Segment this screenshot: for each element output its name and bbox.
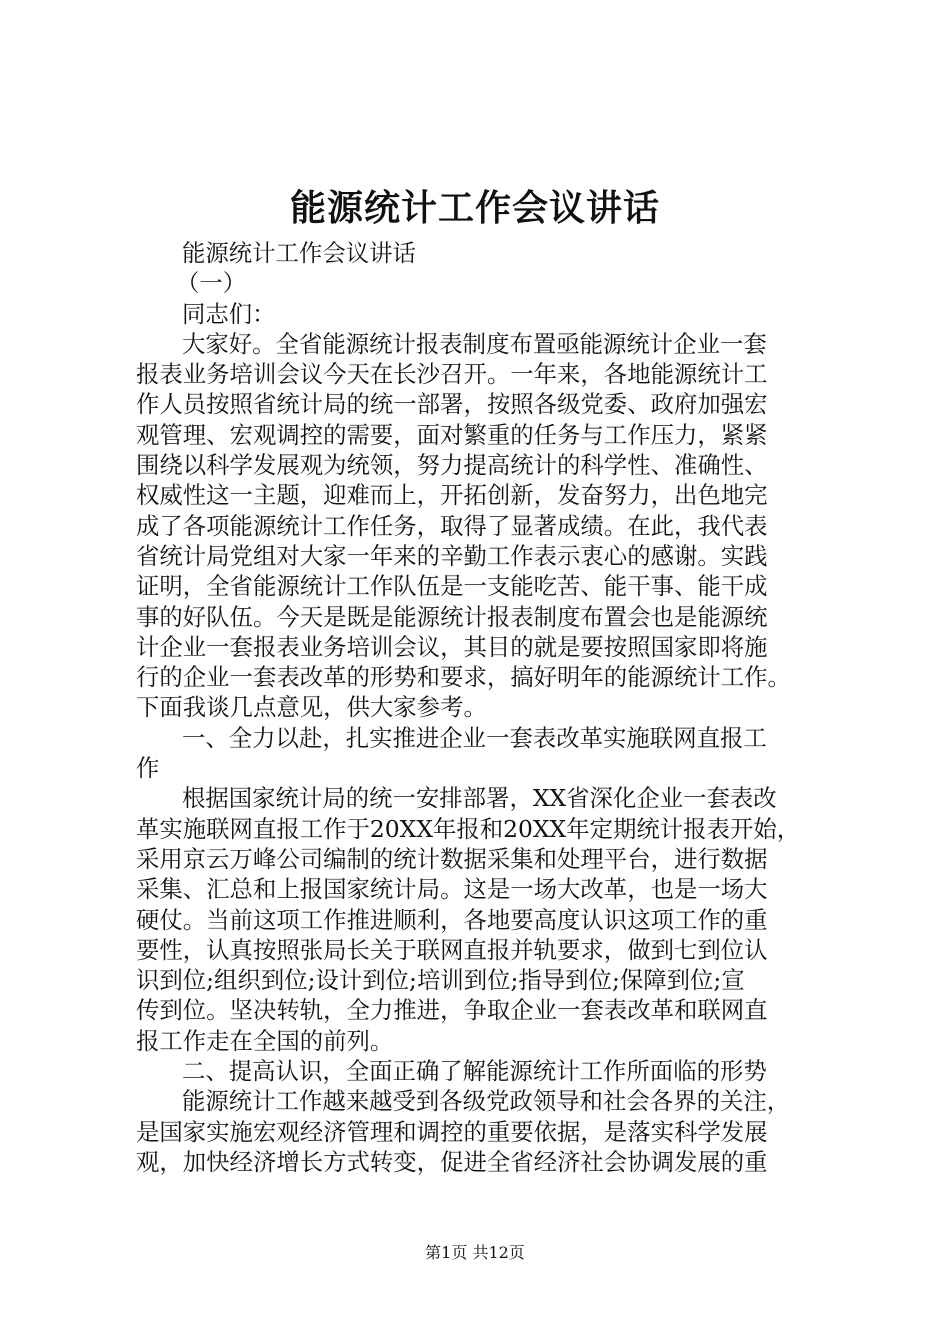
text-line: 计企业一套报表业务培训会议，其目的就是要按照国家即将施 xyxy=(136,632,768,661)
text-line: 报工作走在全国的前列。 xyxy=(136,1026,394,1055)
text-line: 行的企业一套表改革的形势和要求，搞好明年的能源统计工作。 xyxy=(136,663,791,692)
text-line: 硬仗。当前这项工作推进顺利，各地要高度认识这项工作的重 xyxy=(136,905,768,934)
text-line: 围绕以科学发展观为统领，努力提高统计的科学性、准确性、 xyxy=(136,451,768,480)
page-number: 第1页 共12页 xyxy=(425,1243,525,1262)
text-line: 事的好队伍。今天是既是能源统计报表制度布置会也是能源统 xyxy=(136,602,768,631)
text-line: 报表业务培训会议今天在长沙召开。一年来，各地能源统计工 xyxy=(136,360,768,389)
text-line: 省统计局党组对大家一年来的辛勤工作表示衷心的感谢。实践 xyxy=(136,541,768,570)
text-line: 成了各项能源统计工作任务，取得了显著成绩。在此，我代表 xyxy=(136,511,768,540)
text-line: 权威性这一主题，迎难而上，开拓创新，发奋努力，出色地完 xyxy=(136,481,768,510)
document-body xyxy=(136,238,848,1177)
text-line: 作 xyxy=(136,754,160,783)
text-line: 大家好。全省能源统计报表制度布置亟能源统计企业一套 xyxy=(182,329,767,358)
text-line: 能源统计工作越来越受到各级党政领导和社会各界的关注， xyxy=(182,1087,791,1116)
text-line: 传到位。坚决转轨，全力推进，争取企业一套表改革和联网直 xyxy=(136,996,768,1025)
text-line: 要性，认真按照张局长关于联网直报并轨要求，做到七到位认 xyxy=(136,935,768,964)
text-line: 作人员按照省统计局的统一部署，按照各级党委、政府加强宏 xyxy=(136,390,768,419)
text-line: 观，加快经济增长方式转变，促进全省经济社会协调发展的重 xyxy=(136,1147,768,1176)
text-line: 识到位;组织到位;设计到位;培训到位;指导到位;保障到位;宣 xyxy=(136,966,745,995)
text-line: 观管理、宏观调控的需要，面对繁重的任务与工作压力，紧紧 xyxy=(136,420,768,449)
text-line: 革实施联网直报工作于20XX年报和20XX年定期统计报表开始， xyxy=(136,814,801,843)
text-line: 能源统计工作会议讲话 xyxy=(182,239,416,267)
text-line: 是国家实施宏观经济管理和调控的重要依据，是落实科学发展 xyxy=(136,1117,768,1146)
text-line: 采集、汇总和上报国家统计局。这是一场大改革，也是一场大 xyxy=(136,875,768,904)
text-line: 下面我谈几点意见，供大家参考。 xyxy=(136,693,487,722)
text-line: 根据国家统计局的统一安排部署，XX省深化企业一套表改 xyxy=(182,784,777,813)
text-line: 二、提高认识，全面正确了解能源统计工作所面临的形势 xyxy=(182,1057,767,1086)
text-line: 一、全力以赴，扎实推进企业一套表改革实施联网直报工 xyxy=(182,723,767,752)
text-line: 采用京云万峰公司编制的统计数据采集和处理平台，进行数据 xyxy=(136,844,768,873)
text-line: 证明，全省能源统计工作队伍是一支能吃苦、能干事、能干成 xyxy=(136,572,768,601)
page-title: 能源统计工作会议讲话 xyxy=(289,187,660,229)
text-line: 同志们： xyxy=(182,299,276,328)
text-line: （一） xyxy=(176,269,247,298)
